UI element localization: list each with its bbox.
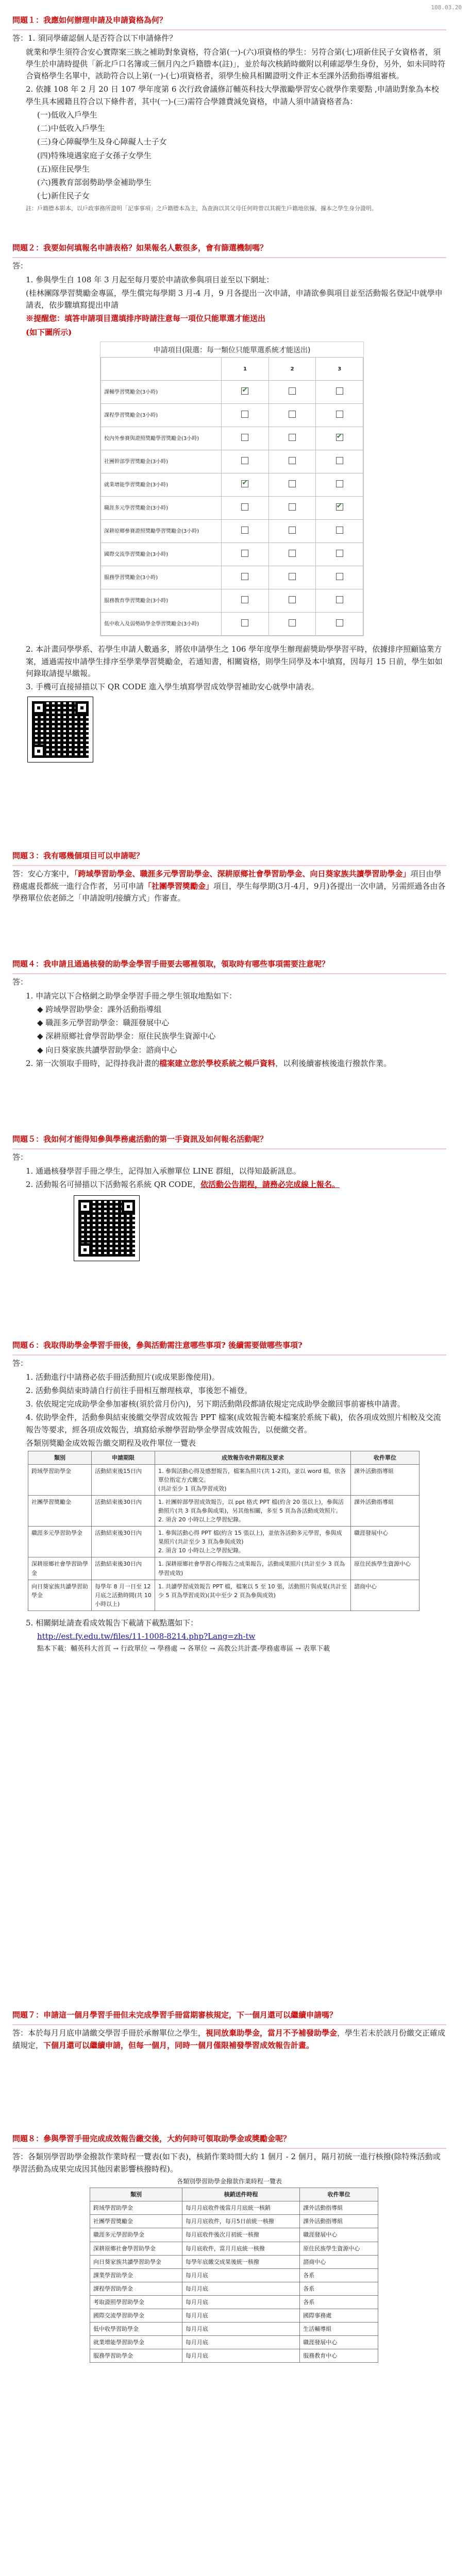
answer-label: 答：	[12, 1359, 28, 1368]
form-checkbox[interactable]	[241, 527, 248, 534]
form-checkbox[interactable]	[336, 503, 343, 511]
answer-text: ，以利後續審核後進行撥款作業。	[275, 1058, 392, 1068]
form-row-label: 就業增能學習獎勵金(3小時)	[101, 473, 222, 497]
answer-text: 2. 第一次領取手冊時，記得持我計畫的	[26, 1058, 160, 1068]
table-cell: 活動結束後15日內	[92, 1465, 155, 1496]
question-title: 問題４：我申請且通過核發的助學金學習手冊要去哪裡領取，領取時有哪些事項需要注意呢？	[12, 958, 446, 974]
table-cell: 每月底收件，當月月底統一核撥	[182, 2242, 299, 2255]
faq-q4: 問題４：我申請且通過核發的助學金學習手冊要去哪裡領取，領取時有哪些事項需要注意呢？ 答： 1. 申請完以下合格網之助學金學習手冊之學生領取地點如下： ◆ 跨域學習助學金：課外活動指導組 ◆ 職涯多元學習助學金：職涯發展中心 ◆ 深耕原鄉社會學習助學金：原住民族學生資源中心 ◆ 向日葵家族共讀學習助學金：諮商中心 2. 第一次領取手冊時，記得持我計畫的檔案建立您於學校系統之帳戶資料，以利後續審核後進行撥款作業。	[12, 958, 446, 1071]
table-cell: 服務教育中心	[300, 2349, 378, 2362]
table-cell: 課程學習助學金	[90, 2282, 182, 2295]
form-checkbox[interactable]	[241, 411, 248, 418]
table-cell: 課外活動指導組	[300, 2201, 378, 2215]
faq-q2	[12, 242, 446, 762]
table-cell: 課外活動指導組	[351, 1465, 419, 1496]
table-row	[28, 1580, 419, 1611]
table-cell: 每月月底收件，每月5日前統一核撥	[182, 2215, 299, 2228]
table-cell: 1. 共讀學習成效報告 PPT 檔，檔案以 5 至 10 張，活動照片與成果(共計至少 5 頁為學習成效)(其中至少 2 頁為參與成效)	[155, 1580, 351, 1611]
pickup-item: 職涯多元學習助學金：職涯發展中心	[45, 1018, 170, 1027]
pickup-item: 跨域學習助學金：課外活動指導組	[45, 1004, 162, 1014]
answer-label: 答：	[12, 2152, 28, 2162]
answer-point: 4. 依助學金件，活動參與結束後繳交學習成效報告 PPT 檔案(成效報告範本檔案於系統下載)，依各項成效照片相較及交流報告等要求，經各項成效報告，填寫給承辦學習助學金學習成效報告，以便繳交者。	[26, 1413, 441, 1434]
form-checkbox[interactable]	[336, 619, 343, 626]
faq-q8	[12, 2133, 446, 2363]
table-row	[28, 1496, 419, 1527]
form-checkbox[interactable]	[336, 411, 343, 418]
download-link[interactable]: http://est.fy.edu.tw/files/11-1008-8214.php?Lang=zh-tw	[37, 1631, 256, 1641]
table-cell: 每月底收件後次月初統一核撥	[182, 2228, 299, 2242]
form-checkbox[interactable]	[289, 550, 296, 557]
form-checkbox[interactable]	[289, 434, 296, 441]
table-cell: 每月月底	[182, 2335, 299, 2349]
qr-code-icon	[28, 697, 93, 762]
qr-code-application[interactable]	[28, 697, 446, 762]
table-intro: 各類別獎勵金成效報告繳交期程及收件單位一覽表	[26, 1438, 196, 1448]
answer-text: 就業和學生須符合安心實際案三族之補助對象資格，符合第(一)-(六)項資格的學生：另符合第(七)項新住民子女資格者，須學生於申請時提供「新北戶口名簿或三個月內之戶籍謄本(註)」，並於每次核銷時繳附以利確認學生身份，另外，如未同時符合資格學生名單中，該助符合以上第(一)-(七)項資格者，須學生檢具相關證明文件正本至課外活動指導組審核。	[26, 47, 446, 80]
answer-text: 項目，學生每學期(3月-4月，9月)各提出一次申請，另需經過各由各學務單位依老師之「申請說明/接續方式」作審查。	[12, 881, 446, 903]
table-cell: 職涯發展中心	[300, 2228, 378, 2242]
condition-item: (三)身心障礙學生及身心障礙人士子女	[37, 137, 167, 147]
table-row	[90, 2335, 378, 2349]
table-header: 收件單位	[351, 1451, 419, 1465]
faq-q5	[12, 1133, 446, 1261]
table-cell: 1. 深耕原鄉社會學習心得報告之成果報告，活動成果照片(共計至少 3 頁為學習成效)	[155, 1557, 351, 1580]
qr-code-icon	[74, 1196, 139, 1261]
form-checkbox[interactable]	[241, 434, 248, 441]
answer-highlight: 「社團學習獎勵金」	[144, 881, 214, 891]
table-cell: 1. 參與活動心得 PPT 檔(約含 15 張以上)，並依各活動多元學習，參與成果照片(共計至少 3 頁為參與成效) 2. 須含 10 小時以上之學習紀錄。	[155, 1527, 351, 1557]
table-cell: 1. 參與活動心得及感想報告，檔案為照片(共 1-2頁)，並以 word 檔，依各單位指定方式繳交。 (共計至少 1 頁為學習成效)	[155, 1465, 351, 1496]
answer-highlight: 檔案建立您於學校系統之帳戶資料	[159, 1058, 276, 1068]
answer-text: 2. 本計畫同學學系、若學生申請人數過多，將依申請學生之 106 學年度學生辦理薪獎助學學習平時，依據排序照顧協業方案，通過需按申請學生排序至學業學習獎勵金，若通知書，相關資格，則學生同學及本中填寫，因每月 15 日前，學生如如何錄取請提早繳報。	[26, 645, 443, 678]
question-title: 問題７：申請這一個月學習手冊但未完成學習手冊當期審核規定，下一個月還可以繼續申請嗎？	[12, 2009, 446, 2025]
table-cell: 職涯多元學習助學金	[90, 2228, 182, 2242]
table-cell: 國際事務處	[300, 2309, 378, 2322]
answer-highlight: 依活動公告期程，請務必完成線上報名。	[200, 1179, 340, 1189]
pickup-item: 深耕原鄉社會學習助學金：原住民族學生資源中心	[45, 1031, 216, 1041]
faq-q1	[12, 14, 446, 214]
answer-text: 1. 參與學生自 108 年 3 月起至每月要於申請欲參與項目並至以下網址：	[26, 275, 274, 284]
form-row	[101, 566, 363, 589]
table-header: 類別	[90, 2188, 182, 2201]
table-cell: 職涯多元學習助學金	[28, 1527, 92, 1557]
condition-item: (一)低收入戶學生	[37, 110, 97, 120]
form-checkbox[interactable]	[289, 596, 296, 603]
answer-label: 答：	[12, 261, 28, 271]
table-cell: 考取證照學習助學金	[90, 2295, 182, 2309]
question-title: 問題１：我應如何辦理申請及申請資格為何？	[12, 14, 446, 30]
form-checkbox[interactable]	[241, 503, 248, 511]
table-cell: 低中收學習助學金	[90, 2322, 182, 2335]
table-header: 核銷送件時程	[182, 2188, 299, 2201]
table-cell: 國際交流學習助學金	[90, 2309, 182, 2322]
table-cell: 深耕原鄉社會學習助學金	[90, 2242, 182, 2255]
table-cell: 跨域學習助學金	[90, 2201, 182, 2215]
table-cell: 活動結束後30日內	[92, 1557, 155, 1580]
table-row	[28, 1527, 419, 1557]
form-checkbox[interactable]	[241, 457, 248, 464]
faq-q7	[12, 2009, 446, 2053]
answer-text: ，學生若未於該月份繳交正確成績規定，	[12, 2028, 446, 2050]
table-cell: 各系	[300, 2282, 378, 2295]
table-cell: 每月月底	[182, 2282, 299, 2295]
table-cell: 每月月底	[182, 2295, 299, 2309]
form-row	[101, 520, 363, 543]
answer-label: 答：	[12, 2028, 28, 2038]
table-caption: 各類別學習助學金撥款作業時程一覽表	[176, 2177, 282, 2185]
question-title: 問題２：我要如何填報名申請表格？如果報名人數很多，會有篩選機制嗎？	[12, 242, 446, 258]
form-checkbox[interactable]	[336, 457, 343, 464]
form-checkbox[interactable]	[289, 387, 296, 395]
form-row	[101, 427, 363, 450]
form-checkbox[interactable]	[336, 550, 343, 557]
condition-item: (四)特殊境遇家庭子女孫子女學生	[37, 150, 152, 160]
table-row	[90, 2242, 378, 2255]
question-title: 問題３：我有哪幾個項目可以申請呢？	[12, 850, 446, 866]
form-checkbox[interactable]	[241, 480, 248, 487]
table-row	[90, 2295, 378, 2309]
table-cell: 每月月底收件後當月月底統一核銷	[182, 2201, 299, 2215]
qr-code-registration[interactable]	[74, 1196, 446, 1261]
payout-schedule-table	[90, 2188, 378, 2363]
form-row-label: 低中收入及弱勢助學金學習獎勵金(3小時)	[101, 613, 222, 636]
table-cell: 課外活動指導組	[300, 2215, 378, 2228]
answer-label: 答：	[12, 869, 28, 879]
form-checkbox[interactable]	[289, 457, 296, 464]
warning-text: (如下圖所示)	[26, 327, 72, 337]
form-col-header: 1	[222, 358, 269, 381]
form-checkbox[interactable]	[241, 596, 248, 603]
table-row	[90, 2215, 378, 2228]
form-checkbox[interactable]	[241, 387, 248, 395]
answer-point: 3. 依依規定完成助學金參加審核(須於當月份內)，另下期活動階段都請依規定完成助學金繳回事前審核申請書。	[26, 1399, 405, 1409]
table-cell: 活動結束後30日內	[92, 1496, 155, 1527]
answer-point: 1. 活動進行中請務必依手冊活動照片(或成果影像使用)。	[26, 1372, 220, 1382]
answer-text: 2. 依據 108 年 2 月 20 日 107 學年度第 6 次行政會議修訂輔英科技大學激勵學習安心就學作業要點 ,申請助對象為本校學生具本國籍且符合以下條件者，其中(一)-(三)需符合學雜費減免資格，申請人須申請資格者為：	[26, 84, 439, 106]
form-row-label: 深耕原鄉參賽證照獎勵學習獎勵金(3小時)	[101, 520, 222, 543]
form-checkbox[interactable]	[336, 596, 343, 603]
table-cell: 各系	[300, 2295, 378, 2309]
answer-text: (桂林團隊學習獎勵金專區，學生償完每學期 3 月-4 月，9 月各提出一次申請，申請欲參與項目並至活動報名登記中就學申請表，依步驟填寫提出申請	[26, 288, 443, 310]
answer-text: 1. 通過核發學習手冊之學生，記得加入承辦單位 LINE 群組，以得知最新訊息。	[26, 1166, 301, 1176]
answer-highlight: 視同放棄助學金，當月不予補發助學金	[206, 2028, 338, 2038]
answer-highlight: 下個月還可以繼續申請，但每一個月，同時一個月僅限補發學習成效報告計畫。	[43, 2040, 314, 2050]
table-cell: 諮商中心	[300, 2255, 378, 2268]
form-checkbox[interactable]	[336, 527, 343, 534]
table-row	[90, 2282, 378, 2295]
form-checkbox[interactable]	[241, 573, 248, 580]
table-cell: 每月月底	[182, 2268, 299, 2282]
table-cell: 1. 社團幹部學習成效報告，以 ppt 格式 PPT 檔(約含 20 張以上)，參與活動照片(共 3 頁為參與成果)，另其他相關，多至 5 頁為各活動成效照片。 2. 須含 20 小時以上之學習紀錄。	[155, 1496, 351, 1527]
table-row	[90, 2268, 378, 2282]
form-row-label: 服務教育學習獎勵金(3小時)	[101, 589, 222, 613]
table-row	[90, 2349, 378, 2362]
table-cell: 每月月底	[182, 2322, 299, 2335]
footnote: 註：戶籍謄本影本，以戶政事務所證明「記事事項」之戶籍謄本為主，為查詢以其父母任何時曾以其親生戶籍地依據，據本之學生身分證明。	[26, 205, 377, 212]
faq-q6	[12, 1340, 446, 1656]
warning-text: ※提醒您：填答申請項目選填排序時請注意每一項位只能單選才能送出	[26, 314, 266, 324]
table-row	[90, 2322, 378, 2335]
table-cell: 向日葵家族共讀學習助學金	[28, 1580, 92, 1611]
table-header: 收件單位	[300, 2188, 378, 2201]
form-title: 申請項目(限選：每一類位只能單選系統才能送出)	[153, 346, 311, 354]
form-row	[101, 543, 363, 566]
form-row-label: 國際交流學習獎勵金(3小時)	[101, 543, 222, 566]
application-form-screenshot	[100, 342, 364, 637]
form-col-header: 3	[316, 358, 363, 381]
answer-point: 5. 相關網址請查看成效報告下載請下載點選如下：	[26, 1618, 198, 1628]
table-cell: 各系	[300, 2268, 378, 2282]
answer-point: 2. 活動參與結束時請自行前往手冊相互辦理核章，事後恕不補登。	[26, 1385, 253, 1395]
table-cell: 諮商中心	[351, 1580, 419, 1611]
form-row-label: 職涯多元學習獎勵金(3小時)	[101, 497, 222, 520]
table-header: 類別	[28, 1451, 92, 1465]
form-checkbox[interactable]	[289, 527, 296, 534]
form-checkbox[interactable]	[336, 480, 343, 487]
form-checkbox[interactable]	[289, 503, 296, 511]
form-row	[101, 404, 363, 427]
form-row-label: 課輔學習獎勵金(3小時)	[101, 381, 222, 404]
form-checkbox[interactable]	[336, 434, 343, 441]
table-cell: 生活輔導組	[300, 2322, 378, 2335]
form-checkbox[interactable]	[289, 619, 296, 626]
table-cell: 社團學習獎勵金	[90, 2215, 182, 2228]
table-cell: 原住民族學生資源中心	[300, 2242, 378, 2255]
form-row	[101, 381, 363, 404]
table-row	[90, 2309, 378, 2322]
answer-label: 答：	[12, 977, 28, 987]
table-cell: 課業學習助學金	[90, 2268, 182, 2282]
table-row	[28, 1557, 419, 1580]
table-cell: 原住民族學生資源中心	[351, 1557, 419, 1580]
form-checkbox[interactable]	[289, 480, 296, 487]
form-checkbox[interactable]	[241, 550, 248, 557]
form-checkbox[interactable]	[289, 411, 296, 418]
table-row	[90, 2255, 378, 2268]
table-row	[28, 1465, 419, 1496]
table-cell: 每學年底繳交成果後統一核撥	[182, 2255, 299, 2268]
table-cell: 職涯發展中心	[300, 2335, 378, 2349]
condition-item: (六)獲教育部弱勢助學金補助學生	[37, 178, 152, 187]
document-date: 108.03.20	[431, 4, 462, 11]
table-row	[90, 2228, 378, 2242]
table-header: 申請期限	[92, 1451, 155, 1465]
answer-text: 本於每月月底申請繳交學習手冊於承辦單位之學生，	[28, 2028, 206, 2038]
form-checkbox[interactable]	[336, 387, 343, 395]
condition-item: (五)原住民學生	[37, 164, 90, 174]
table-cell: 活動結束後30日內	[92, 1527, 155, 1557]
table-row	[90, 2201, 378, 2215]
form-row	[101, 450, 363, 473]
answer-text: 項目由學務處處長都統一進行合作者，另可申請	[12, 869, 442, 891]
answer-label: 答：	[12, 33, 28, 43]
table-cell: 職涯發展中心	[351, 1527, 419, 1557]
pickup-item: 向日葵家族共讀學習助學金：諮商中心	[45, 1045, 177, 1055]
report-schedule-table	[28, 1451, 419, 1611]
form-row-label: 服務學習獎勵金(3小時)	[101, 566, 222, 589]
table-cell: 每月月底	[182, 2309, 299, 2322]
table-cell: 就業增能學習助學金	[90, 2335, 182, 2349]
form-row-label: 校內外參賽與證照獎勵學習獎勵金(3小時)	[101, 427, 222, 450]
condition-item: (二)中低收入戶學生	[37, 124, 105, 133]
question-title: 問題５：我如何才能得知參與學務處活動的第一手資訊及如何報名活動呢？	[12, 1133, 446, 1149]
table-cell: 服務學習助學金	[90, 2349, 182, 2362]
table-header: 成效報告收件期程及要求	[155, 1451, 351, 1465]
navigation-path: 點本下載：輔英科大首頁 → 行政單位 → 學務處 → 各單位 → 高教公共計畫-學務處專區 → 表單下載	[37, 1645, 330, 1653]
answer-text: 1. 須同學確認個人是否符合以下申請條件？	[28, 33, 177, 43]
condition-item: (七)新住民子女	[37, 191, 90, 201]
answer-text: 各類別學習助學金撥款作業時程一覽表(如下表)，核銷作業時間大約 1 個月 - 2 個月，隔月初統一進行核撥(除特殊活動或學習活動為成果完成因其他因素影響核撥時程)。	[12, 2152, 441, 2174]
form-row	[101, 613, 363, 636]
form-row	[101, 589, 363, 613]
form-checkbox[interactable]	[336, 573, 343, 580]
table-cell: 社團學習獎勵金	[28, 1496, 92, 1527]
table-cell: 每學年 8 月一日至 12 月底之活動時間(共 10 小時以上)	[92, 1580, 155, 1611]
form-checkbox[interactable]	[241, 619, 248, 626]
question-title: 問題８：參與學習手冊完成成效報告繳交後，大約何時可領取助學金或獎勵金呢？	[12, 2133, 446, 2149]
question-title: 問題６：我取得助學金學習手冊後，參與活動需注意哪些事項? 後續需要做哪些事項?	[12, 1340, 446, 1355]
form-col-header: 2	[268, 358, 316, 381]
table-cell: 深耕原鄉社會學習助學金	[28, 1557, 92, 1580]
form-table	[100, 357, 363, 636]
form-row-label: 課程學習獎勵金(3小時)	[101, 404, 222, 427]
table-cell: 每月月底	[182, 2349, 299, 2362]
answer-text: 安心方案中，	[28, 869, 75, 879]
answer-text: 3. 手機可直接掃描以下 QR CODE 進入學生填寫學習成效學習補助安心就學申請表。	[26, 682, 319, 692]
form-row	[101, 497, 363, 520]
faq-q3	[12, 850, 446, 906]
table-cell: 跨域學習助學金	[28, 1465, 92, 1496]
form-row	[101, 473, 363, 497]
form-row-label: 社團幹部學習獎勵金(3小時)	[101, 450, 222, 473]
form-checkbox[interactable]	[289, 573, 296, 580]
table-cell: 向日葵家族共讀學習助學金	[90, 2255, 182, 2268]
answer-highlight: 「跨域學習助學金、職涯多元學習助學金、深耕原鄉社會學習助學金、向日葵家族共讀學習助學金」	[74, 869, 411, 879]
table-cell: 課外活動指導組	[351, 1496, 419, 1527]
answer-label: 答：	[12, 1153, 28, 1162]
answer-text: 2. 活動報名可掃描以下活動報名系統 QR CODE，	[26, 1179, 200, 1189]
answer-text: 1. 申請完以下合格網之助學金學習手冊之學生領取地點如下：	[26, 991, 237, 1001]
